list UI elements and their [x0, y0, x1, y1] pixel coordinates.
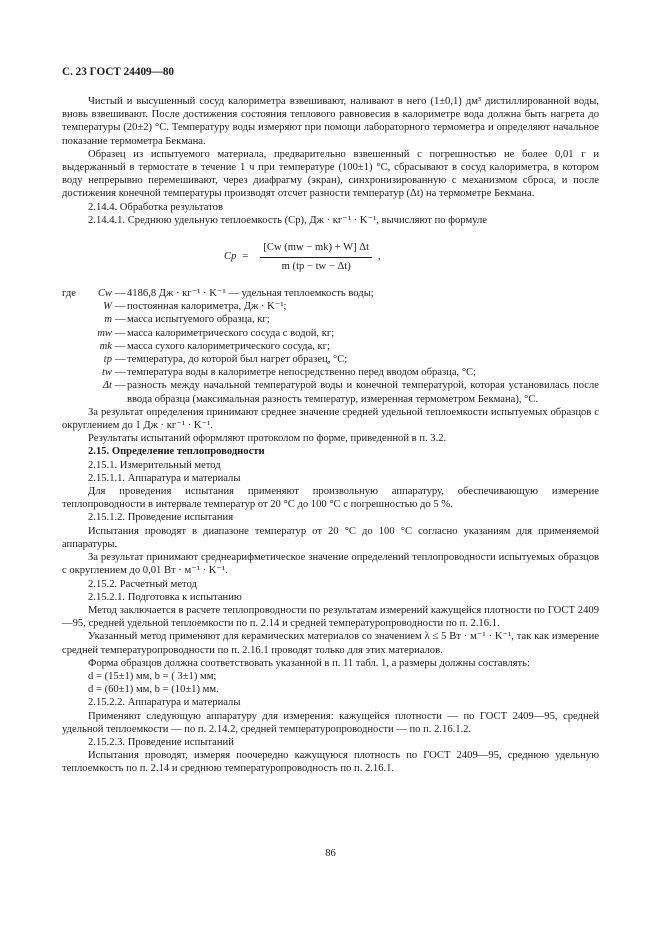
section-heading: 2.15.2. Расчетный метод [88, 578, 197, 590]
paragraph: Форма образцов должна соответствовать указанной в п. 11 табл. 1, а размеры должны составлять: [88, 657, 530, 669]
section-heading: 2.15.1. Измерительный метод [88, 459, 221, 471]
definition-row: Δt — разность между начальной температурой воды и конечной температурой, которая установилась после ввода образца (максимальная разность температур, измеренная термометром Бекмана), °С. [62, 379, 599, 405]
paragraph: Испытания проводят, измеряя поочередно кажущуюся плотность по ГОСТ 2409—95, среднюю удельную теплоемкость по п. 2.14 и среднюю температуропроводность по п. 2.16.1. [62, 750, 599, 775]
definition-symbol: Δt [102, 380, 112, 392]
definition-symbol: tw [101, 367, 112, 379]
definition-row: где Cw — 4186,8 Дж · кг⁻¹ · K⁻¹ — удельная теплоемкость воды; [62, 287, 599, 300]
formula-comma: , [378, 251, 381, 263]
definition-symbol: Cw [97, 288, 112, 300]
definition-text: масса испытуемого образца, кг; [127, 314, 270, 326]
definition-symbol: tp [103, 354, 112, 366]
formula-equals: = [242, 251, 249, 263]
definition-symbol: W [103, 301, 112, 313]
definition-text: постоянная калориметра, Дж · K⁻¹; [127, 301, 287, 313]
definition-text: 4186,8 Дж · кг⁻¹ · K⁻¹ — удельная теплоемкость воды; [127, 288, 374, 300]
dimension-line: d = (15±1) мм, b = ( 3±1) мм; [88, 670, 217, 682]
paragraph: Чистый и высушенный сосуд калориметра взвешивают, наливают в него (1±0,1) дм³ дистиллированной воды, вновь взвешивают. После достижения состояния теплового равновесия в калориметре вода должна быть нагрета до температуры (20±2) °С. Температуру воды измеряют при помощи лабораторного термометра и определяют начальное показание термометра Бекмана. [62, 96, 599, 147]
definition-text: температура, до которой был нагрет образец, °С; [127, 354, 348, 366]
definition-row: W — постоянная калориметра, Дж · K⁻¹; [62, 300, 599, 313]
paragraph: Результаты испытаний оформляют протоколом по форме, приведенной в п. 3.2. [88, 433, 447, 445]
definition-row: tp — температура, до которой был нагрет образец, °С; [62, 353, 599, 366]
paragraph: Метод заключается в расчете теплопроводности по результатам измерений кажущейся плотности по ГОСТ 2409—95, средней удельной теплоемкости по п. 2.14 и средней температуропроводности по п. 2.16.1. [62, 604, 599, 630]
section-heading: 2.15.1.1. Аппаратура и материалы [88, 472, 241, 484]
section-heading: 2.15.2.1. Подготовка к испытанию [88, 591, 242, 603]
paragraph: Для проведения испытания применяют произвольную аппаратуру, обеспечивающую измерение теплопроводности в интервале температур от 20 °С до 100 °С с погрешностью до 5 %. [62, 486, 599, 511]
formula-numerator: [Cw (mw − mk) + W] Δt [260, 241, 372, 257]
dimension-line: d = (60±1) мм, b = (10±1) мм. [88, 684, 219, 696]
definition-row: mk — масса сухого калориметрического сосуда, кг; [62, 340, 599, 353]
paragraph: За результат определения принимают среднее значение средней удельной теплоемкости испытуемых образцов с округлением до 1 Дж · кг⁻¹ · K⁻¹. [62, 406, 599, 432]
definition-text: масса сухого калориметрического сосуда, кг; [127, 340, 330, 352]
paragraph: За результат принимают среднеарифметическое значение определений теплопроводности испытуемых образцов с округлением до 0,01 Вт · м⁻¹ · K⁻¹. [62, 552, 599, 577]
symbol-definitions [62, 287, 599, 406]
definition-text: разность между начальной температурой воды и конечной температурой, которая установилась после ввода образца (максимальная разность температур, измеренная термометром Бекмана), °С. [127, 380, 599, 405]
paragraph: 2.14.4.1. Среднюю удельную теплоемкость (Cp), Дж · кг⁻¹ · K⁻¹, вычисляют по формуле [88, 214, 488, 226]
definition-symbol: mw [97, 327, 112, 339]
definition-text: температура воды в калориметре непосредственно перед вводом образца, °С; [127, 367, 477, 379]
definition-text: масса калориметрического сосуда с водой, кг; [127, 327, 335, 339]
paragraph: Образец из испытуемого материала, предварительно взвешенный с погрешностью не более 0,01 г и выдержанный в термостате в течение 1 ч при температуре (100±1) °С, сбрасывают в сосуд калориметра, в котором воду непрерывно перемешивают, через диафрагму (экран), синхронизированную с механизмом сброса, и после достижения конечной температуры производят отсчет разности температур (Δt) на термометре Бекмана. [62, 148, 599, 200]
definition-symbol: m [104, 314, 112, 326]
paragraph: Применяют следующую аппаратуру для измерения: кажущейся плотности — по ГОСТ 2409—95, средней удельной теплоемкости — по п. 2.14.2, средней температуропроводности — по п. 2.16.1.2. [62, 710, 599, 735]
definition-row: mw — масса калориметрического сосуда с водой, кг; [62, 327, 599, 340]
definition-row: tw — температура воды в калориметре непосредственно перед вводом образца, °С; [62, 366, 599, 379]
formula-fraction [260, 241, 372, 272]
formula-lhs: Cp [224, 251, 237, 263]
section-heading: 2.15.1.2. Проведение испытания [88, 512, 234, 524]
definition-row: m — масса испытуемого образца, кг; [62, 313, 599, 326]
page-header: С. 23 ГОСТ 24409—80 [62, 66, 175, 78]
formula-denominator: m (tp − tw − Δt) [281, 260, 351, 272]
page-number: 86 [325, 848, 336, 859]
section-heading: 2.15. Определение теплопроводности [88, 446, 265, 458]
definition-symbol: mk [99, 340, 112, 352]
document-body [62, 95, 599, 776]
section-heading: 2.15.2.2. Аппаратура и материалы [88, 697, 241, 709]
paragraph: Указанный метод применяют для керамических материалов со значением λ ≤ 5 Вт · м⁻¹ · K⁻¹, так как измерение средней температуропроводности по п. 2.16.1 проводят только для этих материалов. [62, 631, 599, 656]
heat-capacity-formula [224, 239, 599, 275]
paragraph: Испытания проводят в диапазоне температур от 20 °С до 100 °С согласно указаниям для применяемой аппаратуры. [62, 525, 599, 550]
where-label: где [62, 288, 76, 300]
section-heading: 2.15.2.3. Проведение испытаний [88, 736, 234, 748]
section-heading: 2.14.4. Обработка результатов [88, 201, 223, 213]
